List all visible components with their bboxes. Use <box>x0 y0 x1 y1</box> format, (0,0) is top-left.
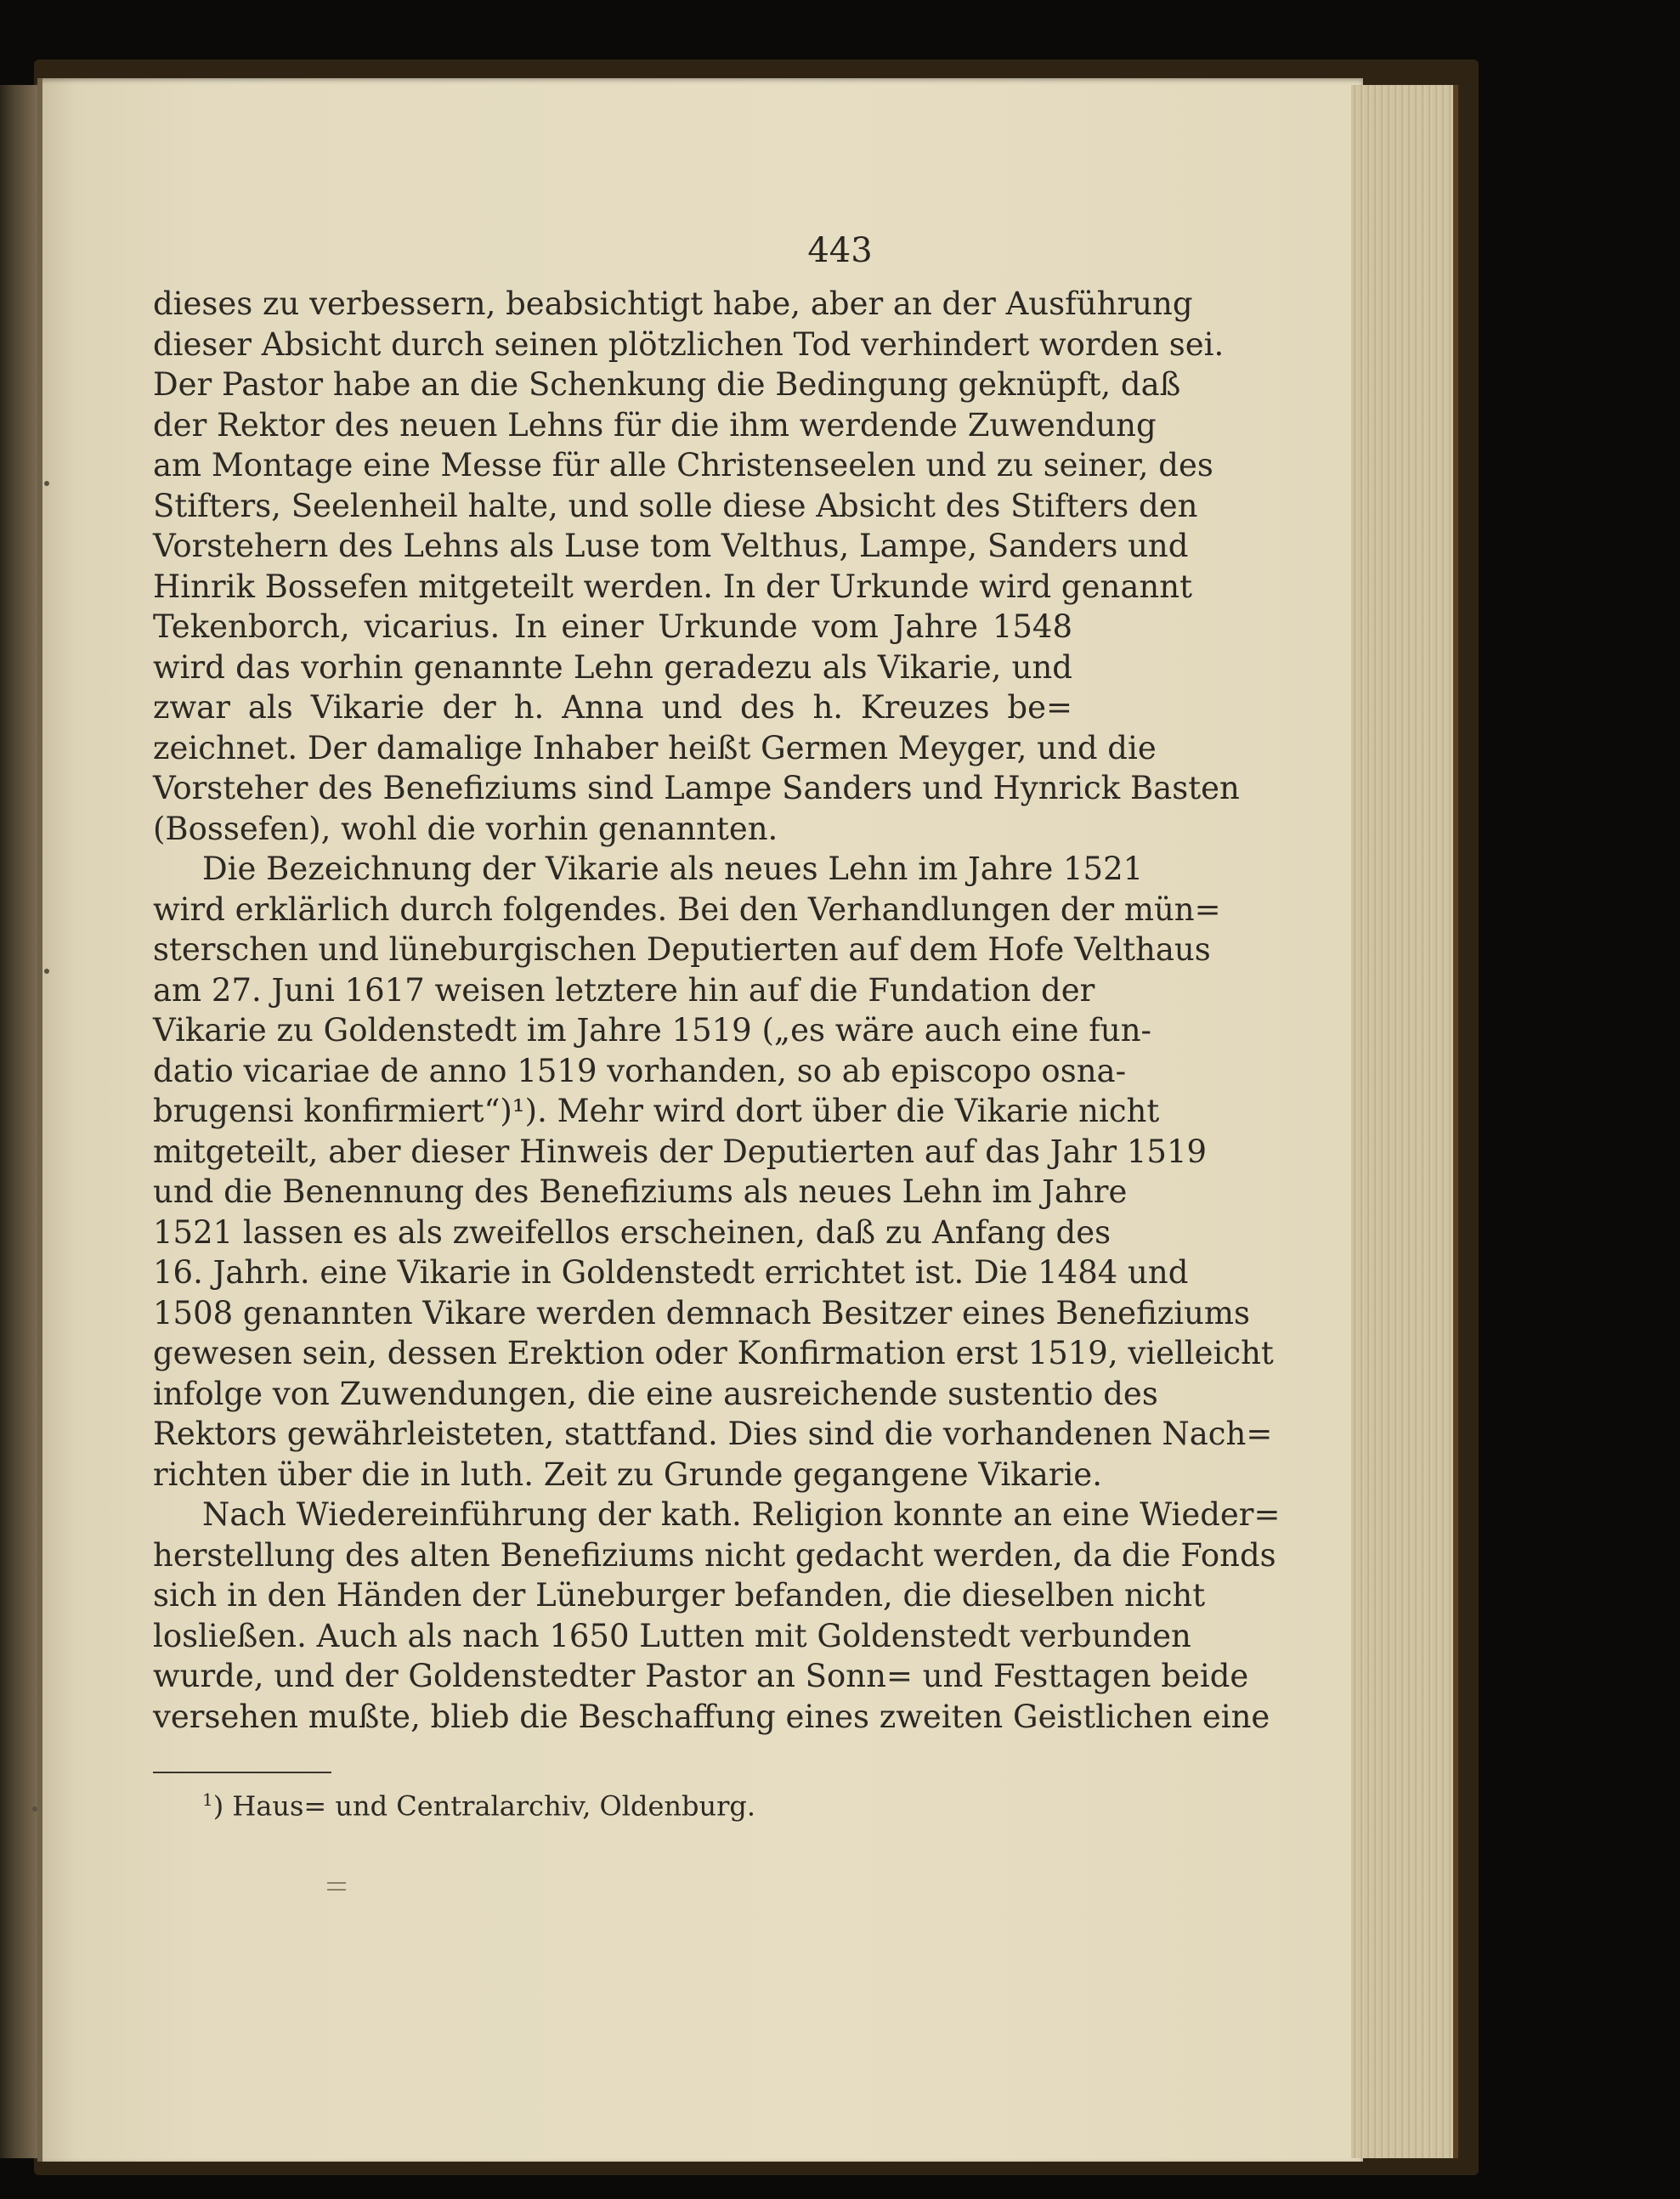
text-line: brugensi konfirmiert“)¹). Mehr wird dort über die Vikarie nicht <box>153 1093 1160 1129</box>
text-line: Vikarie zu Goldenstedt im Jahre 1519 („es wäre auch eine fun- <box>153 1012 1152 1049</box>
text-line: am Montage eine Messe für alle Christenseelen und zu seiner, des <box>153 447 1213 483</box>
text-line: Tekenborch, vicarius. In einer Urkunde vom Jahre 1548 <box>153 608 1072 645</box>
text-line: am 27. Juni 1617 weisen letztere hin auf die Fundation der <box>153 971 1095 1009</box>
text-line: sterschen und lüneburgischen Deputierten auf dem Hofe Velthaus <box>153 931 1211 968</box>
text-line: 16. Jahrh. eine Vikarie in Goldenstedt errichtet ist. Die 1484 und <box>153 1254 1189 1291</box>
text-line: zeichnet. Der damalige Inhaber heißt Germen Meyger, und die <box>153 729 1157 766</box>
text-line: versehen mußte, blieb die Beschaffung eines zweiten Geistlichen eine <box>153 1698 1270 1735</box>
text-line: Der Pastor habe an die Schenkung die Bedingung geknüpft, daß <box>153 366 1181 403</box>
text-line: gewesen sein, dessen Erektion oder Konfirmation erst 1519, vielleicht <box>153 1335 1274 1371</box>
text-line: wurde, und der Goldenstedter Pastor an Sonn= und Festtagen beide <box>153 1658 1249 1694</box>
facing-page-edge <box>0 85 37 2158</box>
text-line: losließen. Auch als nach 1650 Lutten mit Goldenstedt verbunden <box>153 1617 1191 1654</box>
margin-mark <box>32 1806 37 1812</box>
stray-mark <box>327 1882 346 1891</box>
text-line: mitgeteilt, aber dieser Hinweis der Deputierten auf das Jahr 1519 <box>153 1133 1208 1170</box>
text-line: Vorsteher des Benefiziums sind Lampe Sanders und Hynrick Basten <box>153 770 1240 806</box>
text-line: 1508 genannten Vikare werden demnach Besitzer eines Benefiziums <box>153 1294 1250 1331</box>
text-line: (Bossefen), wohl die vorhin genannten. <box>153 810 778 847</box>
text-line: wird erklärlich durch folgendes. Bei den Verhandlungen der mün= <box>153 890 1221 928</box>
page-number: 443 <box>807 231 873 270</box>
text-line: und die Benennung des Benefiziums als neues Lehn im Jahre <box>153 1173 1128 1210</box>
text-line: wird das vorhin genannte Lehn geradezu als Vikarie, und <box>153 648 1072 686</box>
text-line: dieser Absicht durch seinen plötzlichen Tod verhindert worden sei. <box>153 325 1225 363</box>
text-line: Vorstehern des Lehns als Luse tom Velthus, Lampe, Sanders und <box>153 528 1189 564</box>
text-line: Hinrik Bossefen mitgeteilt werden. In der Urkunde wird genannt <box>153 568 1192 605</box>
text-line: 1521 lassen es als zweifellos erscheinen, daß zu Anfang des <box>153 1213 1112 1251</box>
page-stack-edge <box>1351 85 1458 2158</box>
text-line: sich in den Händen der Lüneburger befanden, die dieselben nicht <box>153 1577 1206 1614</box>
text-line: dieses zu verbessern, beabsichtigt habe, aber an der Ausführung <box>153 285 1193 322</box>
text-line: Nach Wiedereinführung der kath. Religion konnte an eine Wieder= <box>202 1496 1281 1533</box>
footnote-text: ) Haus= und Centralarchiv, Oldenburg. <box>212 1789 756 1823</box>
margin-mark <box>44 969 49 974</box>
footnote-rule <box>153 1772 331 1773</box>
text-line: Stifters, Seelenheil halte, und solle diese Absicht des Stifters den <box>153 487 1198 524</box>
text-line: herstellung des alten Benefiziums nicht gedacht werden, da die Fonds <box>153 1536 1276 1574</box>
text-line: zwar als Vikarie der h. Anna und des h. Kreuzes be= <box>153 689 1072 726</box>
text-line: Rektors gewährleisteten, stattfand. Dies sind die vorhandenen Nach= <box>153 1416 1273 1452</box>
text-line: Die Bezeichnung der Vikarie als neues Lehn im Jahre 1521 <box>202 851 1144 887</box>
book-gutter <box>37 78 42 2162</box>
text-line: datio vicariae de anno 1519 vorhanden, so ab episcopo osna- <box>153 1052 1127 1089</box>
footnote <box>202 1789 755 1823</box>
margin-mark <box>44 481 49 486</box>
text-line: richten über die in luth. Zeit zu Grunde gegangene Vikarie. <box>153 1456 1102 1493</box>
text-line: der Rektor des neuen Lehns für die ihm werdende Zuwendung <box>153 406 1157 444</box>
body-text <box>153 284 1281 1737</box>
text-line: infolge von Zuwendungen, die eine ausreichende sustentio des <box>153 1375 1158 1412</box>
footnote-marker: 1 <box>202 1789 213 1810</box>
